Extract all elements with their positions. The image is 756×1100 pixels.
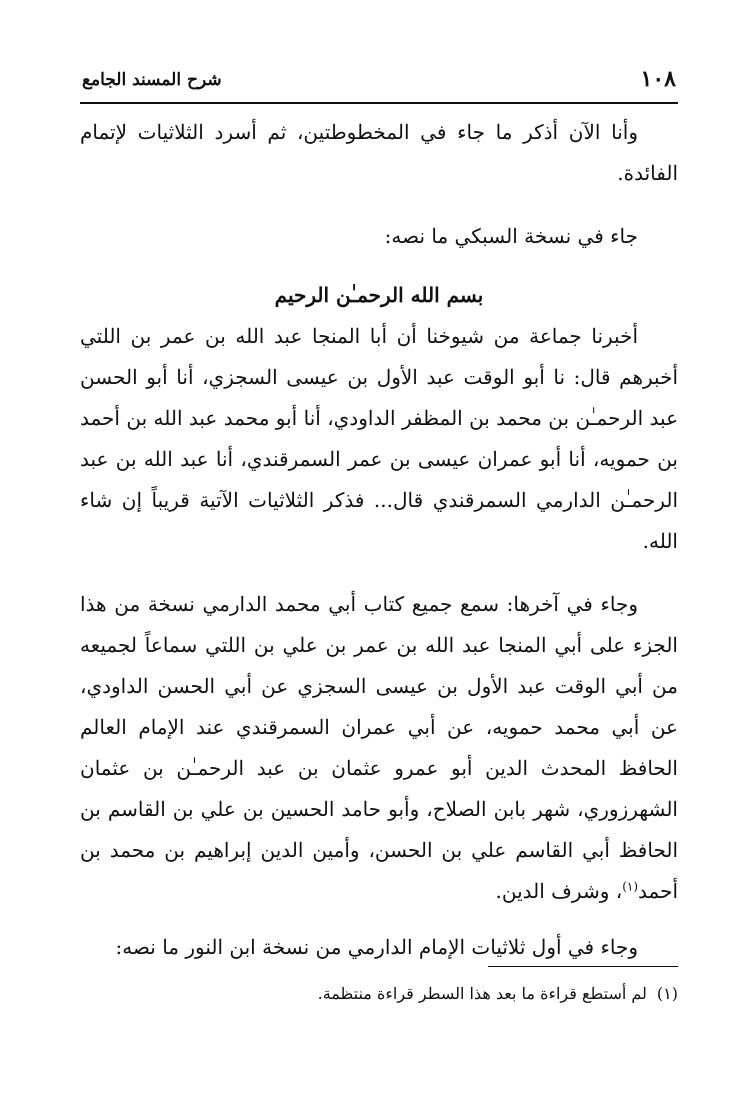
footnote-number: (١) [656, 984, 678, 1003]
basmala: بسم الله الرحمـٰن الرحيم [274, 283, 484, 307]
colophon-paragraph [80, 584, 678, 912]
footnote-text: لم أستطع قراءة ما بعد هذا السطر قراءة منتظمة. [317, 984, 647, 1003]
colophon-ending: ، وشرف الدين. [495, 879, 623, 903]
footnote [80, 980, 678, 1008]
page-number: ١٠٨ [640, 66, 676, 92]
subki-copy-heading: جاء في نسخة السبكي ما نصه: [384, 224, 638, 248]
footnote-divider [488, 966, 678, 967]
main-text [80, 112, 678, 968]
running-title: شرح المسند الجامع [82, 70, 222, 90]
ibn-al-nur-copy-heading: وجاء في أول ثلاثيات الإمام الدارمي من نسخة ابن النور ما نصه: [115, 935, 638, 959]
footnote-reference[interactable]: (١) [622, 879, 639, 894]
intro-paragraph: وأنا الآن أذكر ما جاء في المخطوطتين، ثم أسرد الثلاثيات لإتمام الفائدة. [80, 120, 678, 185]
colophon-text: وجاء في آخرها: سمع جميع كتاب أبي محمد الدارمي نسخة من هذا الجزء على أبي المنجا عبد الله بن عمر بن علي بن اللتي سماعاً لجميعه من أبي الوقت عبد الأول بن عيسى السجزي عن أبي الحسن الداودي، عن أبي محمد حمويه، عن أبي عمران السمرقندي عند الإمام العالم الحافظ المحدث الدين أبو عمرو عثمان بن عبد الرحمـٰن بن عثمان الشهرزوري، شهر بابن الصلاح، وأبو حامد الحسين بن علي بن القاسم بن الحافظ أبي القاسم علي بن الحسن، وأمين الدين إبراهيم بن محمد بن أحمد [80, 592, 678, 903]
isnad-paragraph: أخبرنا جماعة من شيوخنا أن أبا المنجا عبد الله بن عمر بن اللتي أخبرهم قال: نا أبو الوقت عبد الأول بن عيسى السجزي، أنا أبو الحسن عبد الرحمـٰن بن محمد بن المظفر الداودي، أنا أبو محمد عبد الله بن أحمد بن حمويه، أنا أبو عمران عيسى بن عمر السمرقندي، أنا عبد الله بن عبد الرحمـٰن الدارمي السمرقندي قال... فذكر الثلاثيات الآتية قريباً إن شاء الله. [80, 324, 678, 553]
page-header [80, 66, 678, 104]
